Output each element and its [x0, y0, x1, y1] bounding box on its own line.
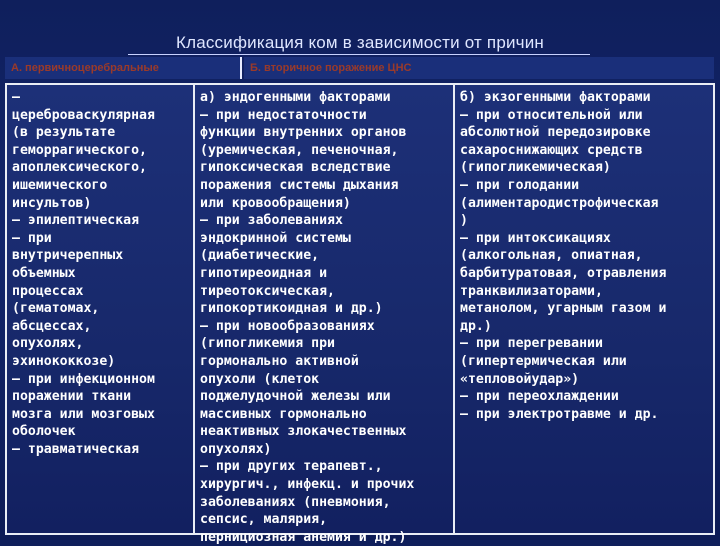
column-endogenous-factors: а) эндогенными факторами — при недостаточности функции внутренних органов (уремическая, печеночная, гипоксическая вследствие поражения системы дыхания или кровообращения) — при заболеваниях эндокринной системы (диабетические, гипотиреоидная и тиреотоксическая, гипокортикоидная и др.) — при новообразованиях (гипогликемия при гормонально активной опухоли (клеток поджелудочной железы или массивных гормонально неактивных злокачественных опухолях) — при других терапевт., хирургич., инфекц. и прочих заболеваниях (пневмония, сепсис, малярия, пернициозная анемия и др.): [195, 85, 453, 533]
classification-table: [5, 83, 715, 545]
page-title: Классификация ком в зависимости от причин: [175, 33, 545, 52]
column-exogenous-factors: б) экзогенными факторами — при относительной или абсолютной передозировке сахароснижающих средств (гипогликемическая) — при голодании (алиментародистрофическая ) — при интоксикациях (алкогольная, опиатная, барбитуратовая, отравления транквилизаторами, метанолом, угарным газом и др.) — при перегревании (гипертермическая или «тепловойудар») — при переохлаждении — при электротравме и др.: [455, 85, 713, 533]
header-secondary-cns: Б. вторичное поражение ЦНС: [244, 57, 714, 79]
title-underline: [128, 54, 590, 55]
column-primary-cerebral: — цереброваскулярная (в результате геморрагического, апоплексического, ишемического инсультов) — эпилептическая — при внутричерепных объемных процессах (гематомах, абсцессах, опухолях, эхинококкозе) — при инфекционном поражении ткани мозга или мозговых оболочек — травматическая: [7, 85, 193, 533]
header-primary-cerebral: А. первичноцеребральные: [5, 57, 242, 79]
table-header-row: [0, 57, 720, 79]
